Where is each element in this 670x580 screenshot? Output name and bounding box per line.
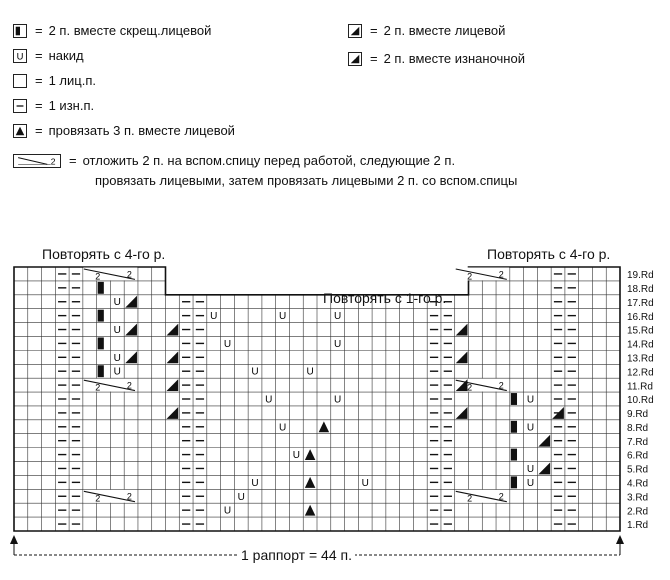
- row-label: 9.Rd: [627, 409, 649, 421]
- yarn-over-stitch: U: [526, 394, 535, 406]
- svg-text:2: 2: [467, 493, 473, 504]
- k2tog-stitch: [456, 407, 468, 419]
- arrow-up-icon: [616, 535, 624, 544]
- row-label: 12.Rd: [627, 367, 654, 379]
- yarn-over-stitch: U: [292, 450, 300, 462]
- k3tog-stitch: [305, 505, 315, 516]
- yarn-over-stitch: U: [251, 366, 259, 378]
- svg-text:2: 2: [95, 493, 101, 504]
- yarn-over-stitch: U: [113, 366, 121, 378]
- k2tog-stitch: [167, 407, 179, 419]
- legend-text: 2 п. вместе лицевой: [383, 23, 506, 38]
- legend-item-k3tog: = провязать 3 п. вместе лицевой: [13, 123, 235, 138]
- yarn-over-stitch: U: [526, 463, 535, 475]
- yarn-over-stitch: U: [113, 297, 121, 309]
- k2tog-stitch: [167, 324, 179, 336]
- k2tog-stitch: [538, 435, 550, 447]
- row-label: 2.Rd: [627, 506, 649, 518]
- svg-text:2: 2: [126, 380, 132, 391]
- svg-text:U: U: [16, 49, 24, 61]
- yarn-over-stitch: U: [237, 491, 245, 503]
- yarn-over-stitch: U: [265, 394, 273, 406]
- legend-item-purl: = 1 изн.п.: [13, 98, 94, 113]
- arrow-up-icon: [10, 535, 18, 544]
- twisted-k2tog-stitch: [511, 393, 517, 405]
- row-label: 14.Rd: [627, 339, 654, 351]
- twisted-k2tog-stitch: [98, 282, 104, 294]
- k2tog-stitch: [538, 463, 550, 475]
- yarn-over-stitch: U: [251, 477, 259, 489]
- legend-item-twisted-k2tog: = 2 п. вместе скрещ.лицевой: [13, 23, 211, 38]
- cable-legend-text-line1: отложить 2 п. на вспом.спицу перед работой, следующие 2 п.: [82, 153, 456, 168]
- k2tog-stitch: [456, 351, 468, 363]
- legend-item-k2tog: = 2 п. вместе лицевой: [348, 23, 505, 38]
- row-label: 6.Rd: [627, 450, 649, 462]
- row-label: 8.Rd: [627, 422, 649, 434]
- twisted-k2tog-stitch: [98, 365, 104, 377]
- yarn-over-stitch: U: [361, 477, 369, 489]
- twisted-k2tog-stitch: [511, 421, 517, 433]
- row-label: 13.Rd: [627, 353, 654, 365]
- svg-text:2: 2: [467, 382, 473, 393]
- legend-text: провязать 3 п. вместе лицевой: [48, 123, 235, 138]
- legend-text: 2 п. вместе изнаночной: [383, 51, 525, 66]
- legend-item-p2tog: = 2 п. вместе изнаночной: [348, 51, 525, 66]
- legend-text: накид: [48, 48, 84, 63]
- yarn-over-stitch: U: [306, 366, 314, 378]
- k3tog-stitch: [319, 421, 329, 432]
- rapport-label: 1 раппорт = 44 п.: [238, 547, 355, 563]
- cable-symbol-label: 2: [50, 155, 56, 166]
- row-label: 16.Rd: [627, 311, 654, 323]
- repeat-right-label: Повторять с 4-го р.: [487, 246, 611, 262]
- k2tog-stitch: [125, 296, 137, 308]
- row-label: 5.Rd: [627, 464, 649, 476]
- legend-item-yarn-over: U = накид: [13, 48, 84, 63]
- row-label: 10.Rd: [627, 395, 654, 407]
- twisted-k2tog-stitch: [98, 337, 104, 349]
- row-label: 18.Rd: [627, 284, 654, 296]
- twisted-k2tog-stitch: [511, 449, 517, 461]
- row-label: 3.Rd: [627, 492, 649, 504]
- legend-text: 1 изн.п.: [48, 98, 95, 113]
- svg-text:2: 2: [498, 380, 504, 391]
- repeat-center-label: Повторять с 1-го р.: [323, 290, 447, 306]
- row-label: 17.Rd: [627, 297, 654, 309]
- svg-text:2: 2: [95, 271, 101, 282]
- yarn-over-stitch: U: [113, 325, 121, 337]
- row-label: 11.Rd: [627, 381, 653, 393]
- k2tog-stitch: [125, 351, 137, 363]
- svg-text:2: 2: [95, 382, 101, 393]
- svg-text:2: 2: [467, 271, 473, 282]
- twisted-k2tog-stitch: [98, 310, 104, 322]
- yarn-over-stitch: U: [113, 352, 121, 364]
- legend-item-cable: 2 = отложить 2 п. на вспом.спицу перед работой, следующие 2 п.: [13, 153, 455, 168]
- yarn-over-stitch: U: [526, 477, 535, 489]
- svg-text:2: 2: [126, 491, 132, 502]
- legend-text: 1 лиц.п.: [48, 73, 96, 88]
- legend-item-knit: = 1 лиц.п.: [13, 73, 96, 88]
- yarn-over-stitch: U: [210, 311, 218, 323]
- yarn-over-stitch: U: [334, 338, 342, 350]
- yarn-over-stitch: U: [334, 394, 342, 406]
- yarn-over-stitch: U: [278, 422, 287, 434]
- svg-text:2: 2: [498, 491, 504, 502]
- row-label: 15.Rd: [627, 325, 654, 337]
- k2tog-stitch: [456, 324, 468, 336]
- k3tog-stitch: [305, 477, 315, 488]
- k2tog-stitch: [125, 324, 137, 336]
- yarn-over-stitch: U: [223, 505, 232, 517]
- yarn-over-stitch: U: [278, 311, 287, 323]
- k2tog-stitch: [167, 379, 179, 391]
- row-label: 1.Rd: [627, 520, 649, 532]
- svg-text:2: 2: [126, 269, 132, 280]
- row-label: 7.Rd: [627, 436, 649, 448]
- k2tog-stitch: [167, 351, 179, 363]
- yarn-over-stitch: U: [223, 338, 232, 350]
- row-label: 4.Rd: [627, 478, 649, 490]
- legend-text: 2 п. вместе скрещ.лицевой: [48, 23, 212, 38]
- twisted-k2tog-stitch: [511, 476, 517, 488]
- repeat-left-label: Повторять с 4-го р.: [42, 246, 166, 262]
- k3tog-stitch: [305, 449, 315, 460]
- yarn-over-stitch: U: [334, 311, 342, 323]
- svg-text:2: 2: [498, 269, 504, 280]
- row-label: 19.Rd: [627, 270, 654, 282]
- cable-legend-text-line2: провязать лицевыми, затем провязать лицевыми 2 п. со вспом.спицы: [95, 173, 518, 188]
- yarn-over-stitch: U: [526, 422, 535, 434]
